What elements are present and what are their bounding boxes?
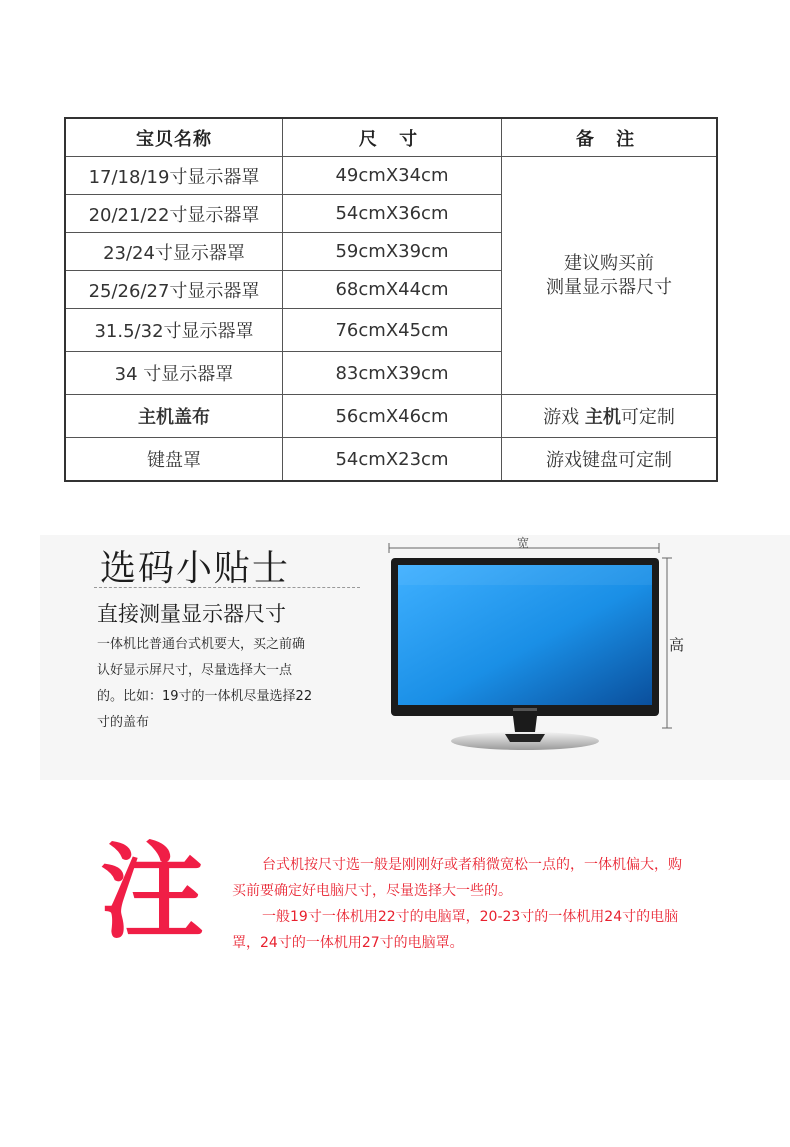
note-cell: 游戏键盘可定制 xyxy=(502,438,718,482)
product-name-cell: 23/24寸显示器罩 xyxy=(65,233,283,271)
monitor-stand-joint xyxy=(505,734,545,742)
brand-logo xyxy=(513,708,537,711)
table-row xyxy=(65,395,717,438)
note-line: 建议购买前 xyxy=(564,252,654,274)
table-row xyxy=(65,157,717,195)
monitor-neck xyxy=(513,716,537,732)
size-cell: 54cmX23cm xyxy=(283,438,502,482)
product-name-cell: 主机盖布 xyxy=(65,395,283,438)
notice-mark: 注 xyxy=(100,831,205,953)
note-bold: 主机 xyxy=(584,407,621,428)
note-prefix: 游戏 xyxy=(543,407,585,428)
note-cell xyxy=(502,395,718,438)
tips-divider xyxy=(94,587,360,588)
size-cell: 83cmX39cm xyxy=(283,352,502,395)
size-table xyxy=(64,117,718,482)
monitor-illustration xyxy=(385,538,685,758)
product-name-cell: 31.5/32寸显示器罩 xyxy=(65,309,283,352)
size-cell: 68cmX44cm xyxy=(283,271,502,309)
width-label: 宽 xyxy=(517,536,530,550)
size-cell: 49cmX34cm xyxy=(283,157,502,195)
header-remarks: 备 注 xyxy=(502,118,718,157)
tips-title: 选码小贴士 xyxy=(100,548,291,589)
height-label: 高 xyxy=(669,636,685,654)
product-name-cell: 20/21/22寸显示器罩 xyxy=(65,195,283,233)
size-cell: 59cmX39cm xyxy=(283,233,502,271)
tips-subtitle: 直接测量显示器尺寸 xyxy=(97,602,286,626)
header-product-name: 宝贝名称 xyxy=(65,118,283,157)
notice-paragraph: 一般19寸一体机用22寸的电脑罩，20-23寸的一体机用24寸的电脑罩，24寸的一体机用27寸的电脑罩。 xyxy=(232,909,679,951)
monitor-screen xyxy=(398,565,652,705)
table-header-row xyxy=(65,118,717,157)
size-cell: 56cmX46cm xyxy=(283,395,502,438)
product-name-cell: 34 寸显示器罩 xyxy=(65,352,283,395)
size-cell: 54cmX36cm xyxy=(283,195,502,233)
table-row xyxy=(65,438,717,482)
product-name-cell: 25/26/27寸显示器罩 xyxy=(65,271,283,309)
notice-text xyxy=(232,852,692,956)
notice-paragraph: 台式机按尺寸选一般是刚刚好或者稍微宽松一点的，一体机偏大，购买前要确定好电脑尺寸，尽量选择大一些的。 xyxy=(232,857,682,899)
note-suffix: 可定制 xyxy=(620,407,675,428)
header-size: 尺 寸 xyxy=(283,118,502,157)
size-cell: 76cmX45cm xyxy=(283,309,502,352)
tips-body: 一体机比普通台式机要大，买之前确认好显示屏尺寸，尽量选择大一点的。比如：19寸的一体机尽量选择22寸的盖布 xyxy=(97,637,313,730)
monitor-diagram xyxy=(385,538,685,758)
display-note-cell xyxy=(502,157,718,395)
product-name-cell: 17/18/19寸显示器罩 xyxy=(65,157,283,195)
note-line: 测量显示器尺寸 xyxy=(546,276,672,298)
product-name-cell: 键盘罩 xyxy=(65,438,283,482)
